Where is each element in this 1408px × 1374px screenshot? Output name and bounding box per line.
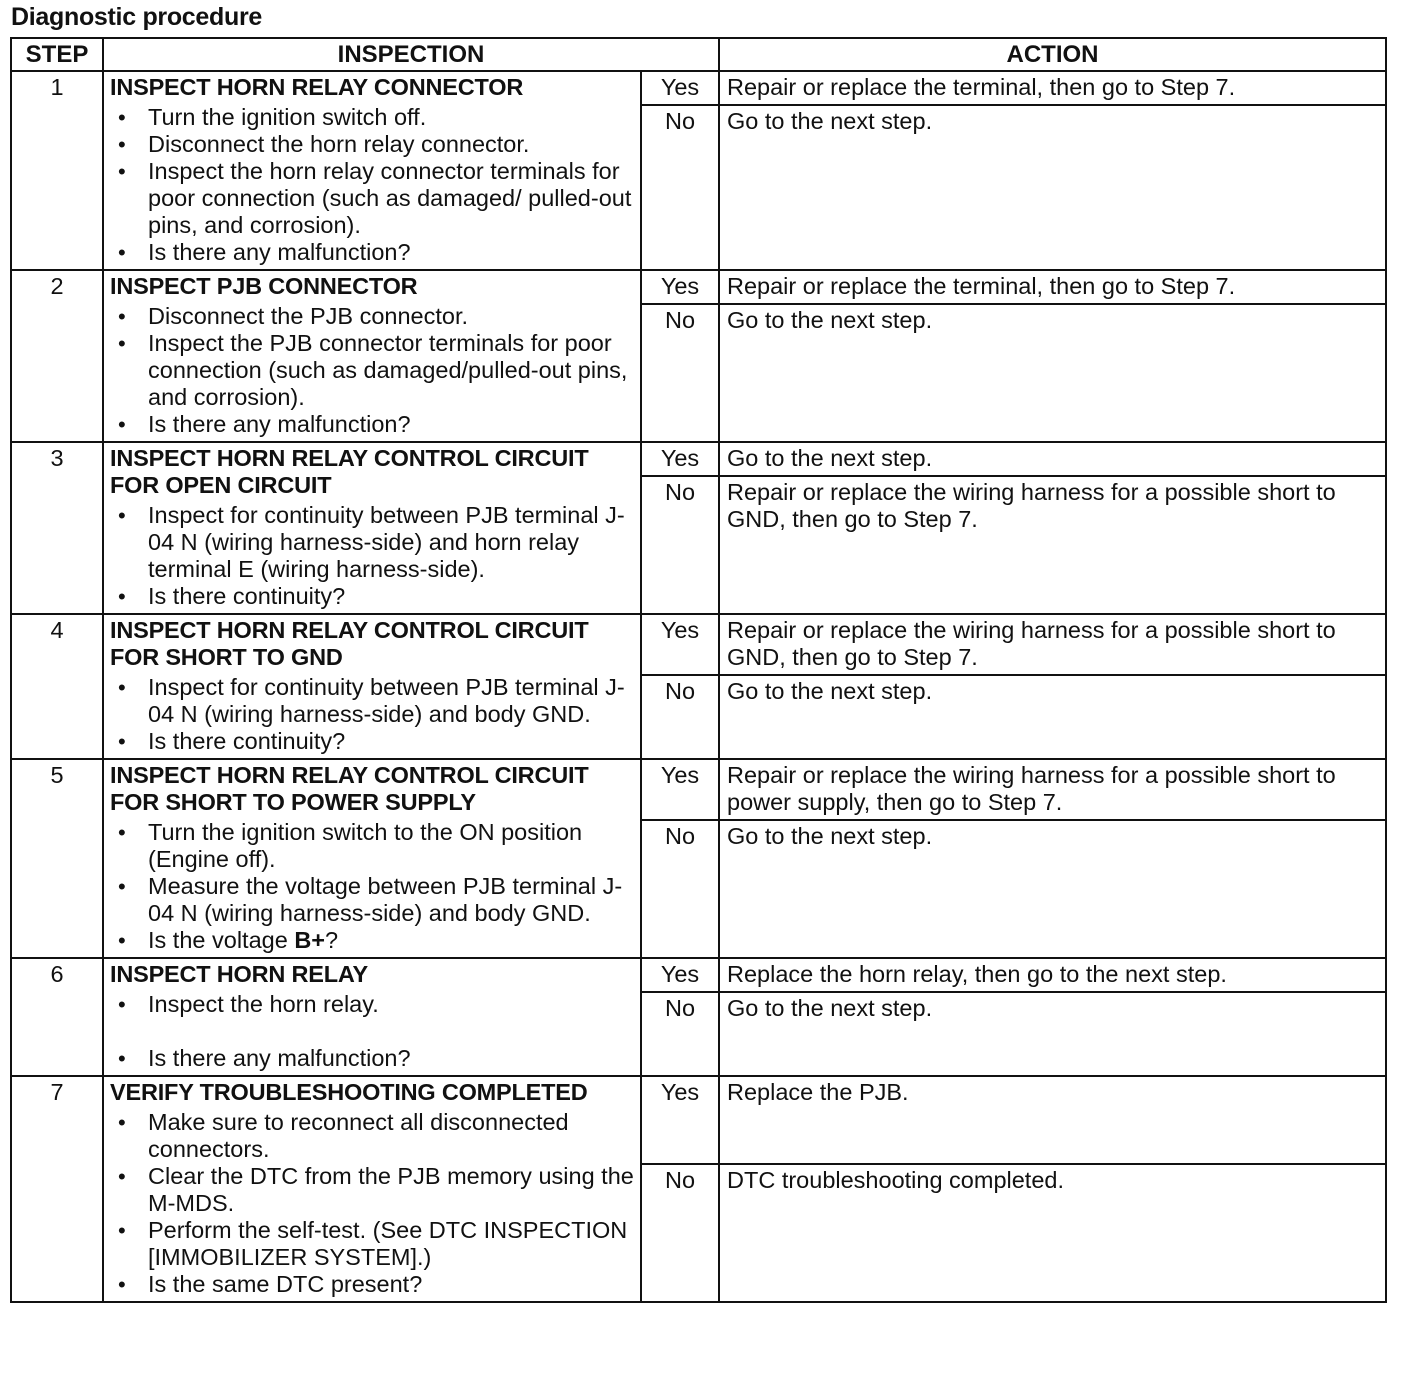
list-item: • Turn the ignition switch to the ON position (Engine off). <box>110 819 634 873</box>
inspection-cell <box>103 614 641 759</box>
step-number: 1 <box>11 71 103 270</box>
table-row <box>11 270 1386 304</box>
list-item: • Disconnect the PJB connector. <box>110 303 634 330</box>
header-action: ACTION <box>719 38 1386 71</box>
yes-label: Yes <box>641 1076 719 1164</box>
yes-action: Replace the PJB. <box>719 1076 1386 1164</box>
header-step: STEP <box>11 38 103 71</box>
inspection-cell <box>103 270 641 442</box>
inspection-cell <box>103 442 641 614</box>
no-label: No <box>641 105 719 270</box>
list-item: • Inspect the horn relay connector terminals for poor connection (such as damaged/ pulled-out pins, and corrosion). <box>110 158 634 239</box>
inspection-checklist <box>110 303 634 438</box>
yes-action: Repair or replace the wiring harness for a possible short to GND, then go to Step 7. <box>719 614 1386 675</box>
list-item: • Measure the voltage between PJB terminal J-04 N (wiring harness-side) and body GND. <box>110 873 634 927</box>
table-row <box>11 442 1386 476</box>
inspection-cell <box>103 71 641 270</box>
inspection-title: INSPECT HORN RELAY CONTROL CIRCUIT FOR OPEN CIRCUIT <box>110 445 589 498</box>
inspection-cell <box>103 759 641 958</box>
no-label: No <box>641 820 719 958</box>
inspection-checklist <box>110 104 634 266</box>
inspection-checklist <box>110 502 634 610</box>
inspection-cell <box>103 1076 641 1302</box>
list-item: • Is the same DTC present? <box>110 1271 634 1298</box>
question-mark: ? <box>325 927 339 953</box>
table-row <box>11 71 1386 105</box>
yes-label: Yes <box>641 71 719 105</box>
table-header-row <box>11 38 1386 71</box>
no-action: Go to the next step. <box>719 820 1386 958</box>
list-item <box>110 927 634 954</box>
inspection-title: INSPECT HORN RELAY CONNECTOR <box>110 74 524 100</box>
step-number: 6 <box>11 958 103 1076</box>
inspection-checklist <box>110 819 634 954</box>
table-row <box>11 614 1386 675</box>
list-item: • Inspect the horn relay. <box>110 991 634 1018</box>
diagnostic-procedure-table <box>10 37 1387 1303</box>
no-label: No <box>641 1164 719 1302</box>
yes-action: Replace the horn relay, then go to the next step. <box>719 958 1386 992</box>
list-item: • Is there any malfunction? <box>110 1045 634 1072</box>
list-item: • Is there continuity? <box>110 583 634 610</box>
yes-action: Repair or replace the terminal, then go to Step 7. <box>719 270 1386 304</box>
list-item: • Is there any malfunction? <box>110 411 634 438</box>
list-item: • Inspect for continuity between PJB terminal J-04 N (wiring harness-side) and body GND. <box>110 674 634 728</box>
yes-label: Yes <box>641 442 719 476</box>
no-label: No <box>641 675 719 759</box>
no-label: No <box>641 992 719 1076</box>
header-inspection: INSPECTION <box>103 38 719 71</box>
step-number: 3 <box>11 442 103 614</box>
list-item: • Is there any malfunction? <box>110 239 634 266</box>
yes-label: Yes <box>641 270 719 304</box>
inspection-title: INSPECT HORN RELAY CONTROL CIRCUIT FOR SHORT TO GND <box>110 617 589 670</box>
table-row <box>11 1076 1386 1164</box>
step-number: 4 <box>11 614 103 759</box>
page-title: Diagnostic procedure <box>11 3 262 31</box>
list-item: • Is there continuity? <box>110 728 634 755</box>
yes-label: Yes <box>641 958 719 992</box>
inspection-title: INSPECT HORN RELAY CONTROL CIRCUIT FOR SHORT TO POWER SUPPLY <box>110 762 589 815</box>
no-action: Go to the next step. <box>719 992 1386 1076</box>
inspection-title: INSPECT PJB CONNECTOR <box>110 273 418 299</box>
no-action: Go to the next step. <box>719 105 1386 270</box>
step-number: 5 <box>11 759 103 958</box>
inspection-checklist <box>110 991 634 1072</box>
list-item: • Inspect for continuity between PJB terminal J-04 N (wiring harness-side) and horn relay terminal E (wiring harness-side). <box>110 502 634 583</box>
yes-action: Go to the next step. <box>719 442 1386 476</box>
list-item: • Turn the ignition switch off. <box>110 104 634 131</box>
yes-action: Repair or replace the wiring harness for a possible short to power supply, then go to Step 7. <box>719 759 1386 820</box>
no-action: Repair or replace the wiring harness for a possible short to GND, then go to Step 7. <box>719 476 1386 614</box>
list-item: • Perform the self-test. (See DTC INSPECTION [IMMOBILIZER SYSTEM].) <box>110 1217 634 1271</box>
battery-voltage-label: B+ <box>294 927 326 953</box>
inspection-checklist <box>110 674 634 755</box>
no-action: Go to the next step. <box>719 675 1386 759</box>
yes-label: Yes <box>641 614 719 675</box>
voltage-question-text: Is the voltage <box>148 927 295 953</box>
yes-action: Repair or replace the terminal, then go to Step 7. <box>719 71 1386 105</box>
table-row <box>11 958 1386 992</box>
inspection-title: INSPECT HORN RELAY <box>110 961 368 987</box>
no-action: Go to the next step. <box>719 304 1386 442</box>
inspection-title: VERIFY TROUBLESHOOTING COMPLETED <box>110 1079 588 1105</box>
list-item: • Inspect the PJB connector terminals for poor connection (such as damaged/pulled-out pins, and corrosion). <box>110 330 634 411</box>
inspection-cell <box>103 958 641 1076</box>
list-item: • Clear the DTC from the PJB memory using the M-MDS. <box>110 1163 634 1217</box>
list-item: • Make sure to reconnect all disconnected connectors. <box>110 1109 634 1163</box>
table-row <box>11 759 1386 820</box>
inspection-checklist <box>110 1109 634 1298</box>
no-label: No <box>641 304 719 442</box>
no-action: DTC troubleshooting completed. <box>719 1164 1386 1302</box>
list-item: • Disconnect the horn relay connector. <box>110 131 634 158</box>
step-number: 2 <box>11 270 103 442</box>
yes-label: Yes <box>641 759 719 820</box>
no-label: No <box>641 476 719 614</box>
step-number: 7 <box>11 1076 103 1302</box>
